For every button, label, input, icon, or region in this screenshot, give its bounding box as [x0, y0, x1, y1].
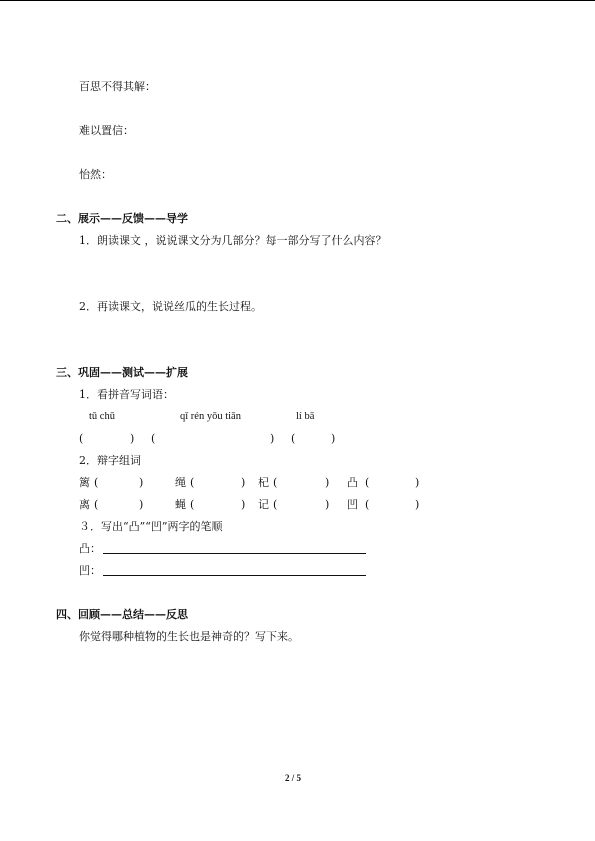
- char-1-1: 篱: [79, 476, 90, 489]
- page-number: 2 / 5: [285, 773, 302, 783]
- pinyin-1: tū chū: [89, 411, 115, 422]
- char-2-1-open: (: [94, 498, 99, 511]
- section-4-title: 四、回顾——总结——反思: [56, 608, 188, 621]
- char-1-1-close: ): [139, 476, 144, 489]
- answer-blank-1-close: ): [130, 432, 135, 445]
- char-1-4: 凸: [347, 476, 358, 489]
- section-4-question-1: 你觉得哪种植物的生长也是神奇的？写下来。: [79, 630, 299, 643]
- section-3-title: 三、巩固——测试——扩展: [56, 366, 188, 379]
- char-2-3-open: (: [273, 498, 278, 511]
- char-2-1: 离: [79, 498, 90, 511]
- stroke-label-ao: 凹：: [79, 564, 101, 577]
- char-2-2: 蝇: [175, 498, 186, 511]
- char-2-4-open: (: [365, 498, 370, 511]
- char-2-2-close: ): [241, 498, 246, 511]
- char-2-3-close: ): [325, 498, 330, 511]
- pinyin-2: qǐ rén yōu tiān: [180, 411, 241, 422]
- section-2-title: 二、展示——反馈——导学: [56, 212, 188, 225]
- char-1-2-open: (: [190, 476, 195, 489]
- stroke-label-tu: 凸：: [79, 542, 101, 555]
- vocab-term-3: 怡然：: [79, 168, 112, 181]
- section-3-question-2: 2．辩字组词: [79, 454, 141, 467]
- top-rule: [0, 0, 595, 1]
- stroke-answer-line-ao: [103, 575, 366, 576]
- answer-blank-2-open: (: [151, 432, 156, 445]
- vocab-term-2: 难以置信：: [79, 124, 134, 137]
- pinyin-3: lí bā: [296, 411, 315, 422]
- char-1-2: 绳: [175, 476, 186, 489]
- char-1-4-open: (: [365, 476, 370, 489]
- char-1-1-open: (: [94, 476, 99, 489]
- stroke-answer-line-tu: [103, 553, 366, 554]
- answer-blank-3-open: (: [291, 432, 296, 445]
- char-2-4: 凹: [347, 498, 358, 511]
- char-1-3-close: ): [325, 476, 330, 489]
- char-2-2-open: (: [190, 498, 195, 511]
- char-2-3: 记: [258, 498, 269, 511]
- section-3-question-3: ３．写出“凸”“凹”两字的笔顺: [79, 520, 223, 533]
- answer-blank-3-close: ): [331, 432, 336, 445]
- char-1-4-close: ): [415, 476, 420, 489]
- char-1-3-open: (: [273, 476, 278, 489]
- section-3-question-1: 1．看拼音写词语：: [79, 388, 174, 401]
- char-1-3: 杞: [258, 476, 269, 489]
- char-2-4-close: ): [415, 498, 420, 511]
- char-1-2-close: ): [241, 476, 246, 489]
- vocab-term-1: 百思不得其解：: [79, 80, 156, 93]
- answer-blank-1-open: (: [79, 432, 84, 445]
- section-2-question-2: 2．再读课文，说说丝瓜的生长过程。: [79, 300, 262, 313]
- answer-blank-2-close: ): [270, 432, 275, 445]
- section-2-question-1: 1．朗读课文 ，说说课文分为几部分？每一部分写了什么内容？: [79, 234, 387, 247]
- char-2-1-close: ): [139, 498, 144, 511]
